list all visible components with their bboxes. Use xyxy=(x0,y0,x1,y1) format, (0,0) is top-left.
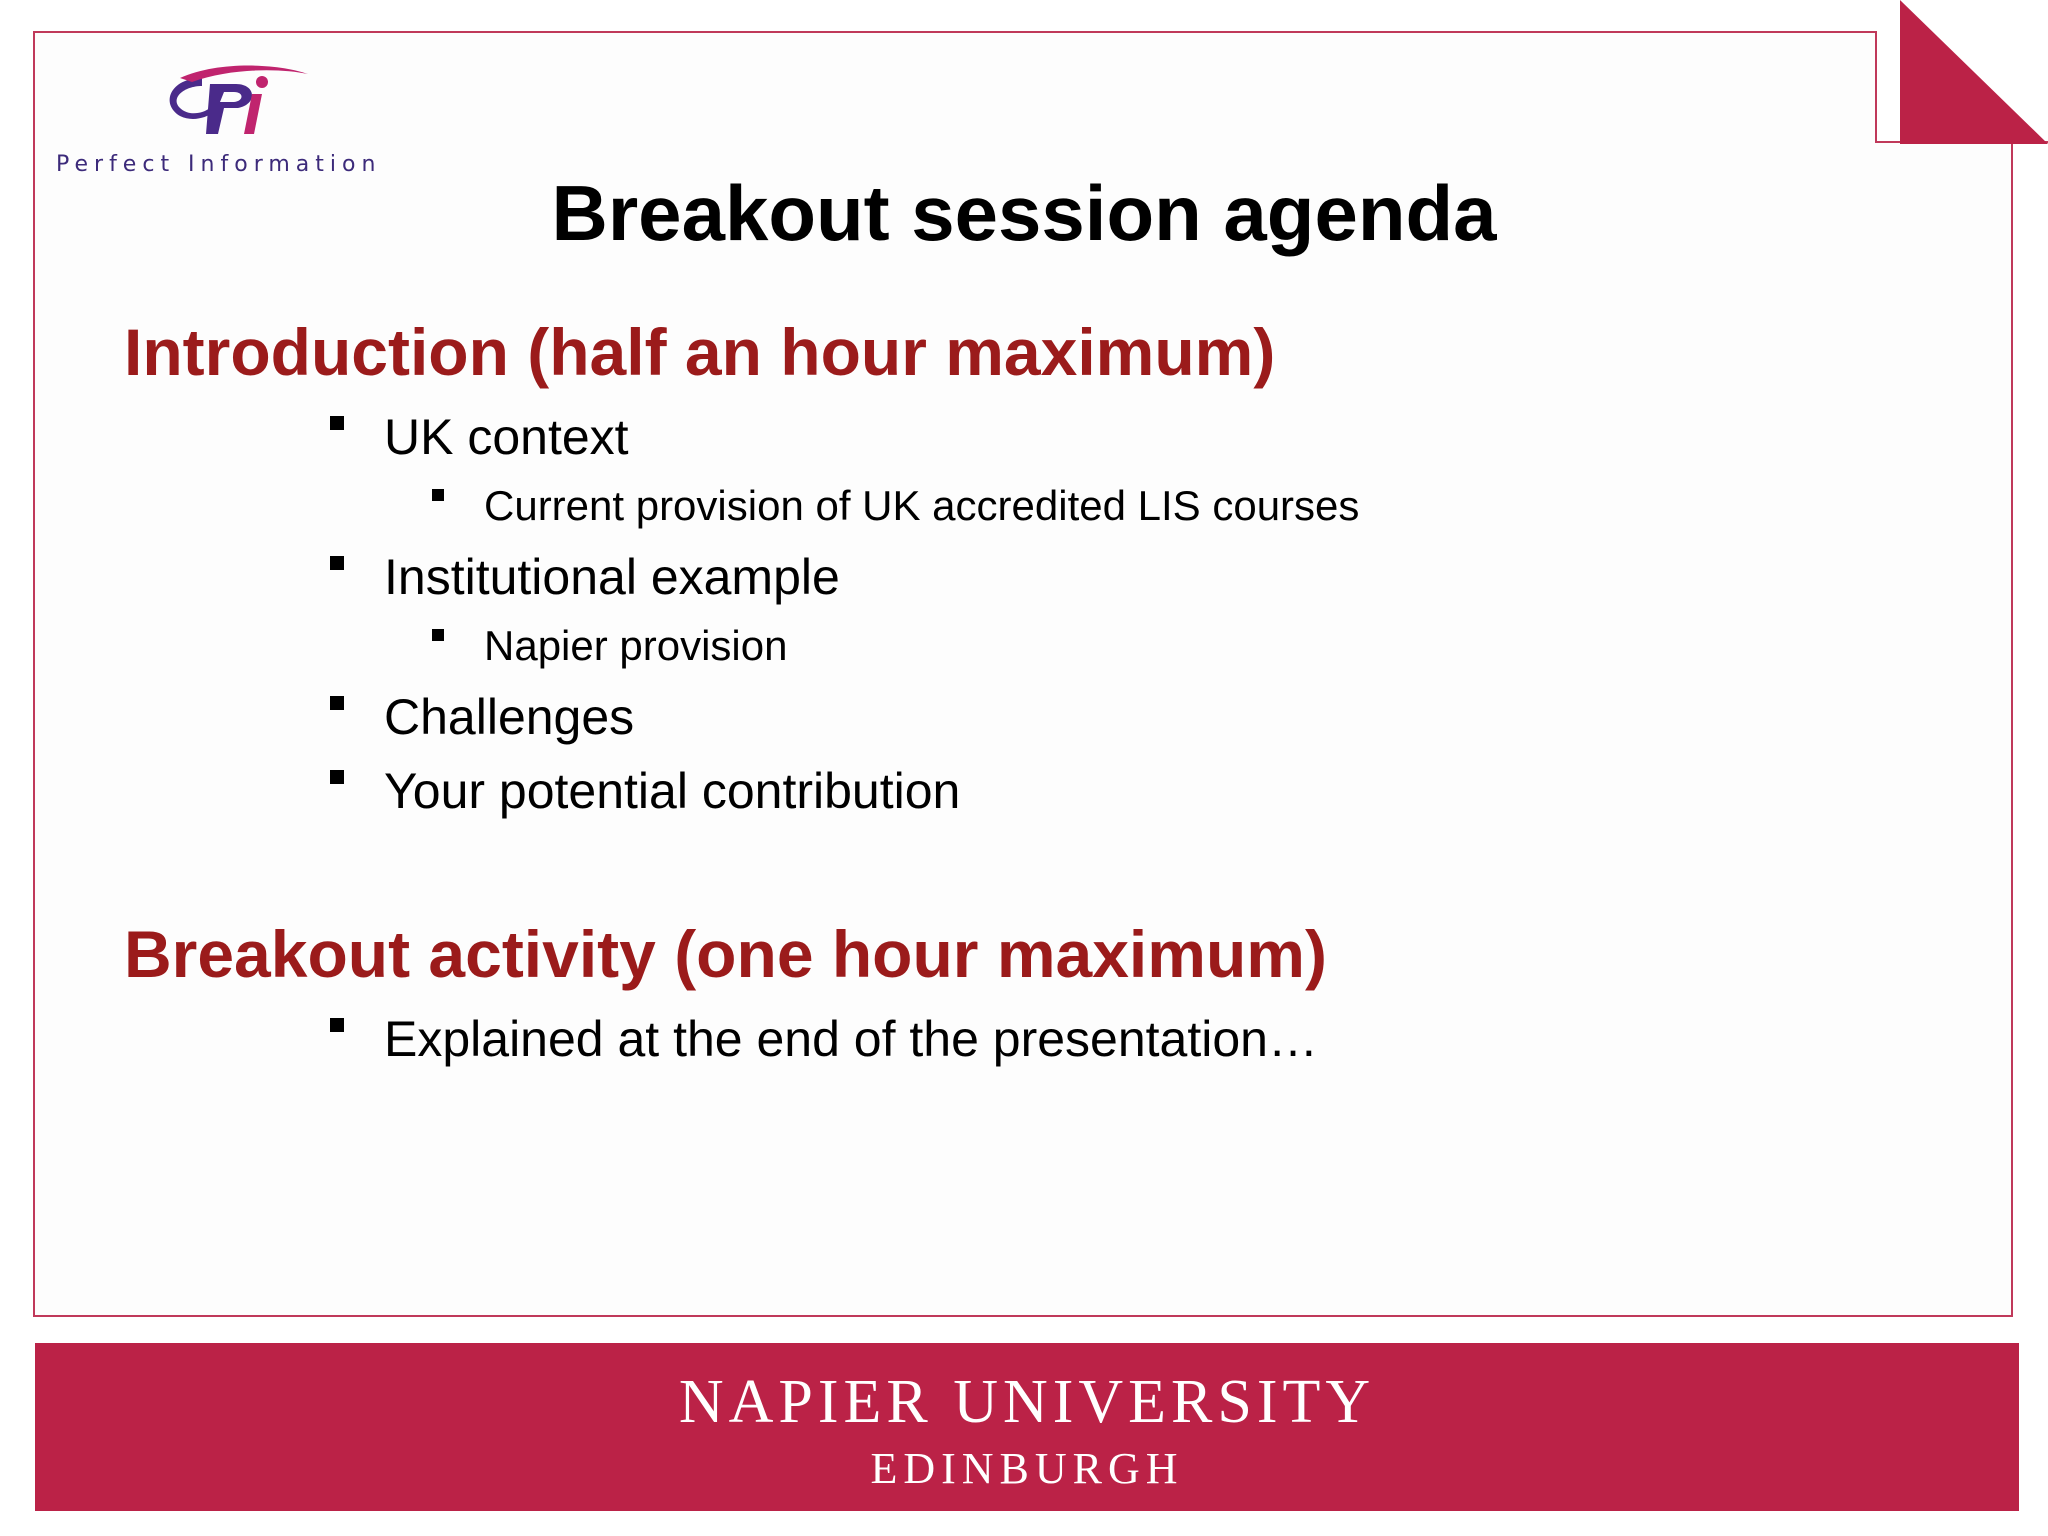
bullet-text: UK context xyxy=(384,409,629,465)
square-bullet-icon xyxy=(432,489,444,501)
square-bullet-icon xyxy=(330,556,344,570)
bullet-item xyxy=(330,762,960,820)
bullet-item xyxy=(330,1010,1318,1068)
section-heading-breakout-activity: Breakout activity (one hour maximum) xyxy=(124,917,1327,991)
bullet-text: Your potential contribution xyxy=(384,763,961,819)
section-heading-introduction: Introduction (half an hour maximum) xyxy=(124,315,1276,389)
footer-city-name: EDINBURGH xyxy=(870,1444,1184,1493)
square-bullet-icon xyxy=(330,696,344,710)
logo-text: Perfect Information xyxy=(56,152,382,177)
bullet-item xyxy=(330,548,840,606)
bullet-item xyxy=(330,408,629,466)
slide-title: Breakout session agenda xyxy=(551,169,1497,257)
bullet-text: Institutional example xyxy=(384,549,840,605)
footer-bar xyxy=(35,1343,2019,1511)
sub-bullet-item xyxy=(432,482,1359,530)
bullet-item xyxy=(330,688,634,746)
sub-bullet-text: Current provision of UK accredited LIS courses xyxy=(484,482,1360,529)
pi-logo-mark-icon xyxy=(140,64,320,144)
bullet-text: Explained at the end of the presentation… xyxy=(384,1011,1318,1067)
square-bullet-icon xyxy=(330,416,344,430)
bullet-text: Challenges xyxy=(384,689,635,745)
square-bullet-icon xyxy=(330,1018,344,1032)
sub-bullet-text: Napier provision xyxy=(484,622,788,669)
square-bullet-icon xyxy=(432,629,444,641)
square-bullet-icon xyxy=(330,770,344,784)
sub-bullet-item xyxy=(432,622,787,670)
perfect-information-logo xyxy=(50,64,380,184)
corner-fold-decoration xyxy=(1872,0,2048,174)
footer-university-name: NAPIER UNIVERSITY xyxy=(678,1368,1376,1436)
